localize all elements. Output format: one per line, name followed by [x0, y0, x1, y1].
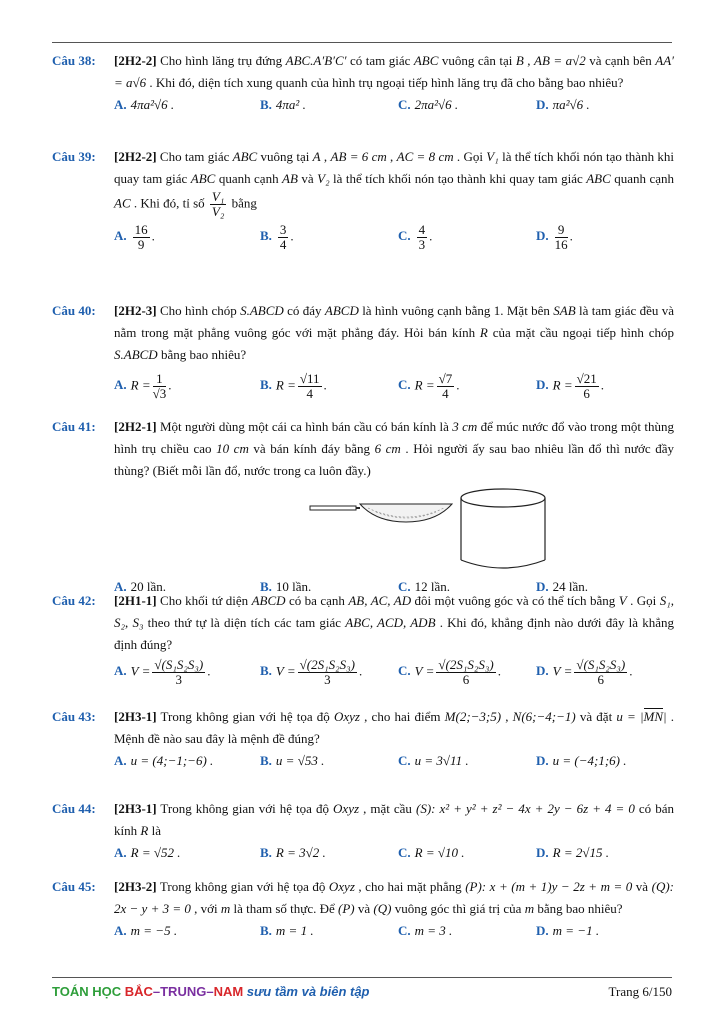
option-c[interactable]: C. m = 3 . — [398, 923, 453, 938]
question-number: Câu 42: — [52, 593, 96, 608]
answer-options — [114, 372, 674, 408]
question-40 — [52, 300, 674, 408]
option-b[interactable]: B. $\frac{3}{4}$ . — [260, 222, 294, 252]
option-d[interactable]: D. R = 2√15 . — [536, 845, 609, 860]
question-text: [2H3-2] Trong không gian với hệ tọa độ Oxyz , cho hai mặt phẳng (P): x + (m + 1)y − 2z + m = 0 và (Q): 2x − y + 3 = 0 , với m là tham số thực. Để (P) và (Q) vuông góc thì giá trị của m bằng bao nhiêu? — [114, 879, 674, 916]
option-c[interactable]: C. R = $\frac{√7}{4}$ . — [398, 371, 460, 401]
option-d[interactable]: D. V = $\frac{\text{√(S₁S₂S₃)}}{6}$ . — [536, 657, 633, 687]
ladle-icon — [310, 504, 452, 522]
option-b[interactable]: B. R = $\frac{√11}{4}$ . — [260, 371, 327, 401]
question-38 — [52, 50, 674, 118]
ratio-fraction: $\frac{\text{V₁}}{\text{V₂}}$ — [211, 189, 225, 219]
cylinder-bucket-icon — [461, 489, 545, 568]
answer-options — [114, 94, 674, 118]
answer-options — [114, 920, 674, 944]
option-c[interactable]: C. R = √10 . — [398, 845, 465, 860]
answer-options — [114, 658, 674, 694]
illustration — [114, 482, 674, 576]
question-number: Câu 44: — [52, 801, 96, 816]
option-d[interactable]: D. m = −1 . — [536, 923, 600, 938]
option-b[interactable]: B. 4πa² . — [260, 97, 306, 112]
question-text: [2H1-1] Cho khối tứ diện ABCD có ba cạnh AB, AC, AD đôi một vuông góc và có thể tích bằng V . Gọi S₁, S₂, S₃ theo thứ tự là diện tích các tam giác ABC, ACD, ADB . Khi đó, khẳng định nào dưới đây là khẳng định đúng? — [114, 593, 674, 652]
question-text: [2H2-1] Một người dùng một cái ca hình bán cầu có bán kính là 3 cm để múc nước đổ vào trong một thùng hình trụ chiều cao 10 cm và bán kính đáy bằng 6 cm . Hỏi người ấy sau bao nhiêu lần đổ thì nước đầy thùng? (Biết mỗi lần đổ, nước trong ca luôn đầy.) — [114, 419, 675, 478]
question-text: [2H2-2] Cho hình lăng trụ đứng ABC.A′B′C′ có tam giác ABC vuông cân tại B , AB = a√2 và cạnh bên AA′ = a√6 . Khi đó, diện tích xung quanh của hình trụ ngoại tiếp hình lăng trụ đã cho bằng bao nhiêu? — [114, 53, 674, 90]
option-b[interactable]: B. R = 3√2 . — [260, 845, 326, 860]
option-a[interactable]: A. 20 lần. — [114, 579, 167, 594]
question-text: [2H2-2] Cho tam giác ABC vuông tại A , AB = 6 cm , AC = 8 cm . Gọi V₁ là thể tích khối nón tạo thành khi quay tam giác ABC quanh cạnh AB và V₂ là thể tích khối nón tạo thành khi quay tam giác ABC quanh cạnh AC . Khi đó, tỉ số $\frac{\text{V₁}}{\text{V₂}}$ bằng — [114, 149, 675, 219]
question-number: Câu 45: — [52, 879, 96, 894]
question-44 — [52, 798, 674, 866]
question-text: [2H3-1] Trong không gian với hệ tọa độ Oxyz , mặt cầu (S): x² + y² + z² − 4x + 2y − 6z + 4 = 0 có bán kính R là — [114, 801, 674, 838]
option-b[interactable]: B. m = 1 . — [260, 923, 314, 938]
answer-options — [114, 750, 674, 774]
page-number: Trang 6/150 — [608, 984, 672, 999]
question-number: Câu 40: — [52, 303, 96, 318]
option-c[interactable]: C. 12 lần. — [398, 579, 451, 594]
option-a[interactable]: A. $\frac{16}{9}$ . — [114, 222, 155, 252]
option-d[interactable]: D. 24 lần. — [536, 579, 589, 594]
option-d[interactable]: D. u = (−4;1;6) . — [536, 753, 627, 768]
option-a[interactable]: A. V = $\frac{\text{√(S₁S₂S₃)}}{3}$ . — [114, 657, 211, 687]
answer-options — [114, 842, 674, 866]
option-d[interactable]: D. πa²√6 . — [536, 97, 590, 112]
question-text: [2H2-3] Cho hình chóp S.ABCD có đáy ABCD là hình vuông cạnh bằng 1. Mặt bên SAB là tam giác đều và nằm trong mặt phẳng vuông góc với mặt phẳng đáy. Hỏi bán kính R của mặt cầu ngoại tiếp hình chóp S.ABCD bằng bao nhiêu? — [114, 303, 674, 362]
option-b[interactable]: B. V = $\frac{\text{√(2S₁S₂S₃)}}{3}$ . — [260, 657, 363, 687]
question-45 — [52, 876, 674, 944]
question-text: [2H3-1] Trong không gian với hệ tọa độ Oxyz , cho hai điểm M(2;−3;5) , N(6;−4;−1) và đặt u = |MN| . Mệnh đề nào sau đây là mệnh đề đúng? — [114, 709, 675, 746]
option-c[interactable]: C. 2πa²√6 . — [398, 97, 459, 112]
option-a[interactable]: A. u = (4;−1;−6) . — [114, 753, 214, 768]
option-a[interactable]: A. m = −5 . — [114, 923, 178, 938]
option-d[interactable]: D. R = $\frac{√21}{6}$ . — [536, 371, 604, 401]
option-a[interactable]: A. R = √52 . — [114, 845, 181, 860]
question-number: Câu 41: — [52, 419, 96, 434]
option-c[interactable]: C. u = 3√11 . — [398, 753, 469, 768]
ladle-and-bucket-illustration — [114, 482, 674, 576]
option-a[interactable]: A. 4πa²√6 . — [114, 97, 175, 112]
header-rule — [52, 42, 672, 43]
option-b[interactable]: B. u = √53 . — [260, 753, 325, 768]
footer-brand: TOÁN HỌC BẮC–TRUNG–NAM sưu tầm và biên tập — [52, 984, 370, 999]
question-42 — [52, 590, 674, 694]
option-b[interactable]: B. 10 lần. — [260, 579, 312, 594]
question-number: Câu 43: — [52, 709, 96, 724]
question-39 — [52, 146, 674, 257]
option-c[interactable]: C. V = $\frac{\text{√(2S₁S₂S₃)}}{6}$ . — [398, 657, 501, 687]
footer-rule — [52, 977, 672, 978]
question-number: Câu 39: — [52, 149, 96, 164]
question-number: Câu 38: — [52, 53, 96, 68]
option-d[interactable]: D. $\frac{9}{16}$ . — [536, 222, 573, 252]
question-41 — [52, 416, 674, 600]
answer-options — [114, 223, 674, 257]
option-a[interactable]: A. R = $\frac{1}{√3}$ . — [114, 371, 172, 401]
question-43 — [52, 706, 674, 774]
option-c[interactable]: C. $\frac{4}{3}$ . — [398, 222, 433, 252]
